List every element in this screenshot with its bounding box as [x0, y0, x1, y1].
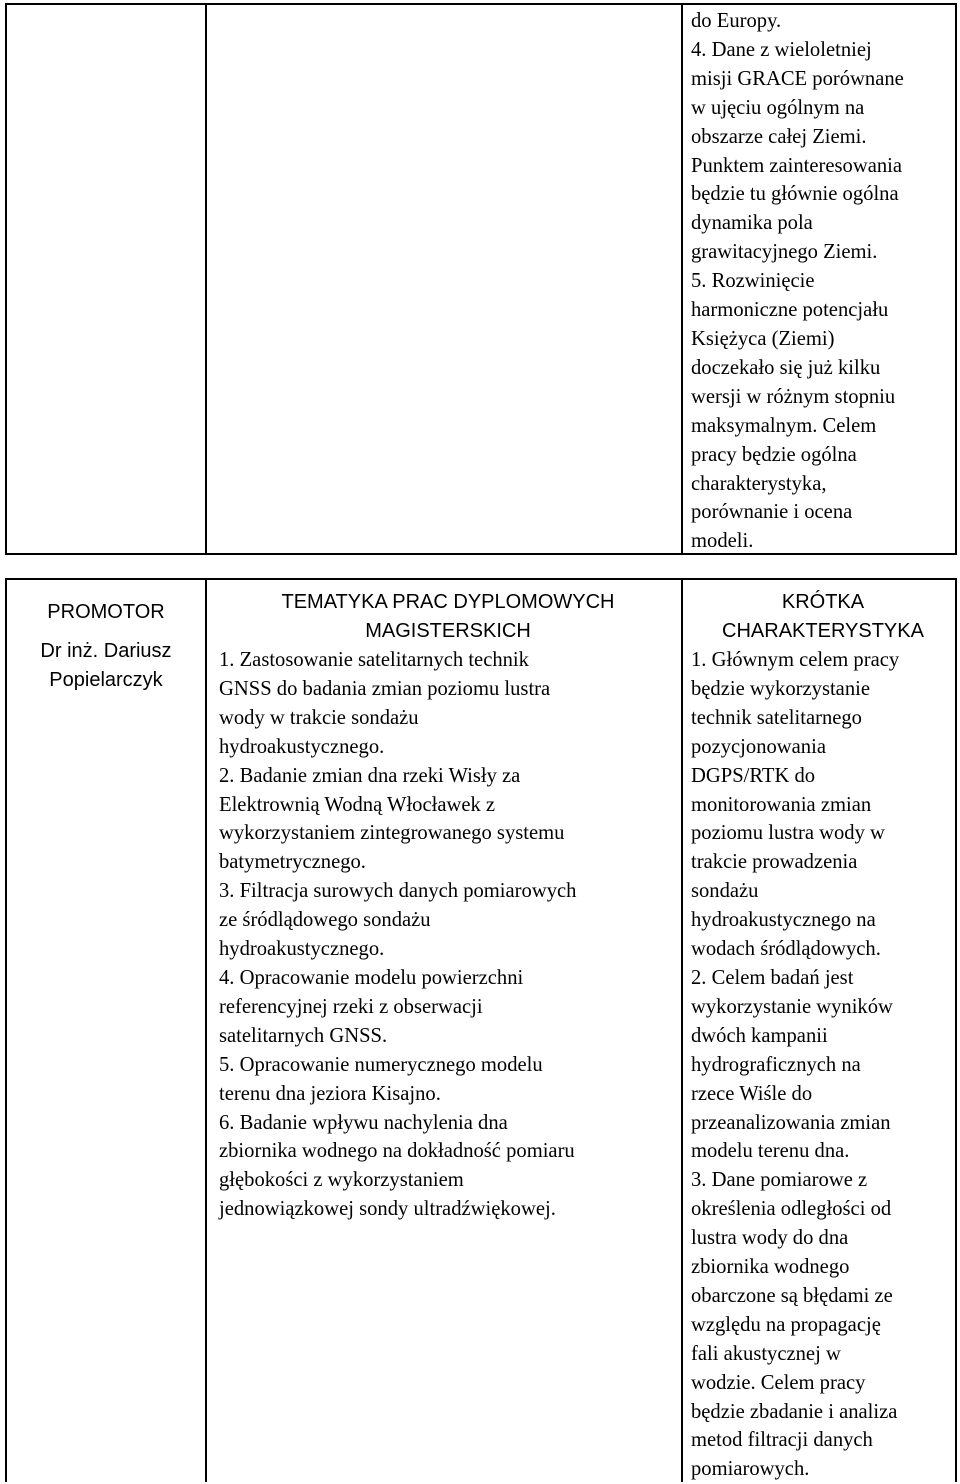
topics-list	[219, 646, 677, 1224]
characteristics-header-line: CHARAKTERYSTYKA	[722, 620, 924, 642]
characteristics-line: hydroakustycznego na	[691, 909, 876, 932]
characteristics-line: pozycjonowania	[691, 735, 826, 758]
topic-line: 2. Badanie zmian dna rzeki Wisły za	[219, 764, 521, 787]
topic-line: referencyjnej rzeki z obserwacji	[219, 995, 483, 1018]
topic-line: 1. Zastosowanie satelitarnych technik	[219, 649, 529, 671]
characteristics-line: 1. Głównym celem pracy	[691, 649, 900, 671]
promotor-cell	[7, 580, 207, 1482]
characteristics-line: modelu terenu dna.	[691, 1140, 850, 1163]
characteristics-line: obarczone są błędami ze	[691, 1284, 893, 1307]
text-line: Punktem zainteresowania	[691, 154, 903, 177]
characteristics-line: określenia odległości od	[691, 1198, 892, 1221]
characteristics-line: wodach śródlądowych.	[691, 938, 881, 961]
characteristics-line: będzie wykorzystanie	[691, 677, 870, 700]
characteristics-header	[691, 588, 955, 646]
characteristics-line: będzie zbadanie i analiza	[691, 1400, 898, 1423]
characteristics-line: DGPS/RTK do	[691, 764, 816, 787]
characteristics-line: technik satelitarnego	[691, 706, 862, 729]
characteristics-line: metod filtracji danych	[691, 1429, 873, 1452]
topic-line: Elektrownią Wodną Włocławek z	[219, 793, 496, 816]
topics-header-line: MAGISTERSKICH	[365, 620, 531, 642]
promotor-cell-empty	[7, 5, 207, 553]
characteristics-line: trakcie prowadzenia	[691, 851, 858, 874]
characteristics-line: 3. Dane pomiarowe z	[691, 1169, 868, 1192]
text-line: misji GRACE porównane	[691, 67, 904, 90]
characteristics-line: rzece Wiśle do	[691, 1082, 813, 1105]
text-line: 5. Rozwinięcie	[691, 270, 815, 293]
topic-line: hydroakustycznego.	[219, 735, 385, 758]
characteristics-line: hydrograficznych na	[691, 1053, 861, 1076]
topic-line: terenu dna jeziora Kisajno.	[219, 1082, 441, 1105]
promotor-header: PROMOTOR	[47, 601, 165, 623]
characteristics-header-line: KRÓTKA	[781, 591, 865, 613]
topic-line: 6. Badanie wpływu nachylenia dna	[219, 1111, 508, 1134]
characteristics-continued-text	[691, 7, 955, 556]
topic-line: głębokości z wykorzystaniem	[219, 1169, 464, 1192]
topic-line: jednowiązkowej sondy ultradźwiękowej.	[219, 1198, 556, 1221]
topic-line: satelitarnych GNSS.	[219, 1024, 388, 1047]
characteristics-line: monitorowania zmian	[691, 793, 872, 816]
text-line: pracy będzie ogólna	[691, 443, 857, 466]
text-line: wersji w różnym stopniu	[691, 385, 896, 408]
characteristics-cell	[683, 580, 957, 1482]
topic-line: 4. Opracowanie modelu powierzchni	[219, 966, 524, 989]
topic-line: hydroakustycznego.	[219, 938, 385, 961]
promotor-table	[5, 578, 957, 1482]
text-line: charakterystyka,	[691, 472, 827, 495]
text-line: maksymalnym. Celem	[691, 414, 877, 437]
topics-header-line: TEMATYKA PRAC DYPLOMOWYCH	[281, 591, 615, 613]
topics-cell-empty	[207, 5, 683, 553]
text-line: grawitacyjnego Ziemi.	[691, 241, 878, 264]
topics-cell	[207, 580, 683, 1482]
text-line: obszarze całej Ziemi.	[691, 125, 867, 148]
topics-header	[219, 588, 677, 646]
text-line: w ujęciu ogólnym na	[691, 96, 865, 119]
characteristics-line: dwóch kampanii	[691, 1024, 828, 1047]
text-line: porównanie i ocena	[691, 501, 853, 524]
characteristics-cell-continued	[683, 5, 957, 553]
text-line: do Europy.	[691, 10, 782, 32]
promotor-name	[9, 637, 203, 695]
characteristics-line: sondażu	[691, 880, 759, 903]
topic-line: wykorzystaniem zintegrowanego systemu	[219, 822, 565, 845]
topic-line: 5. Opracowanie numerycznego modelu	[219, 1053, 543, 1076]
characteristics-text	[691, 646, 955, 1484]
topic-line: zbiornika wodnego na dokładność pomiaru	[219, 1140, 575, 1163]
characteristics-line: 2. Celem badań jest	[691, 966, 854, 989]
characteristics-line: lustra wody do dna	[691, 1227, 849, 1250]
characteristics-line: poziomu lustra wody w	[691, 822, 885, 845]
text-line: dynamika pola	[691, 212, 813, 235]
topic-line: wody w trakcie sondażu	[219, 706, 419, 729]
characteristics-line: wodzie. Celem pracy	[691, 1371, 866, 1394]
text-line: Księżyca (Ziemi)	[691, 327, 835, 350]
promotor-name-line: Dr inż. Dariusz	[40, 640, 172, 662]
characteristics-line: względu na propagację	[691, 1313, 881, 1336]
topic-line: GNSS do badania zmian poziomu lustra	[219, 677, 551, 700]
continued-table	[5, 3, 957, 555]
promotor-name-line: Popielarczyk	[49, 669, 163, 691]
text-line: doczekało się już kilku	[691, 356, 881, 379]
characteristics-line: fali akustycznej w	[691, 1342, 841, 1365]
topic-line: 3. Filtracja surowych danych pomiarowych	[219, 880, 577, 903]
text-line: harmoniczne potencjału	[691, 299, 889, 322]
topic-line: batymetrycznego.	[219, 851, 366, 874]
text-line: modeli.	[691, 530, 754, 553]
characteristics-line: pomiarowych.	[691, 1458, 810, 1481]
text-line: będzie tu głównie ogólna	[691, 183, 899, 206]
topic-line: ze śródlądowego sondażu	[219, 909, 431, 932]
text-line: 4. Dane z wieloletniej	[691, 38, 872, 61]
characteristics-line: przeanalizowania zmian	[691, 1111, 891, 1134]
characteristics-line: wykorzystanie wyników	[691, 995, 893, 1018]
characteristics-line: zbiornika wodnego	[691, 1256, 850, 1279]
